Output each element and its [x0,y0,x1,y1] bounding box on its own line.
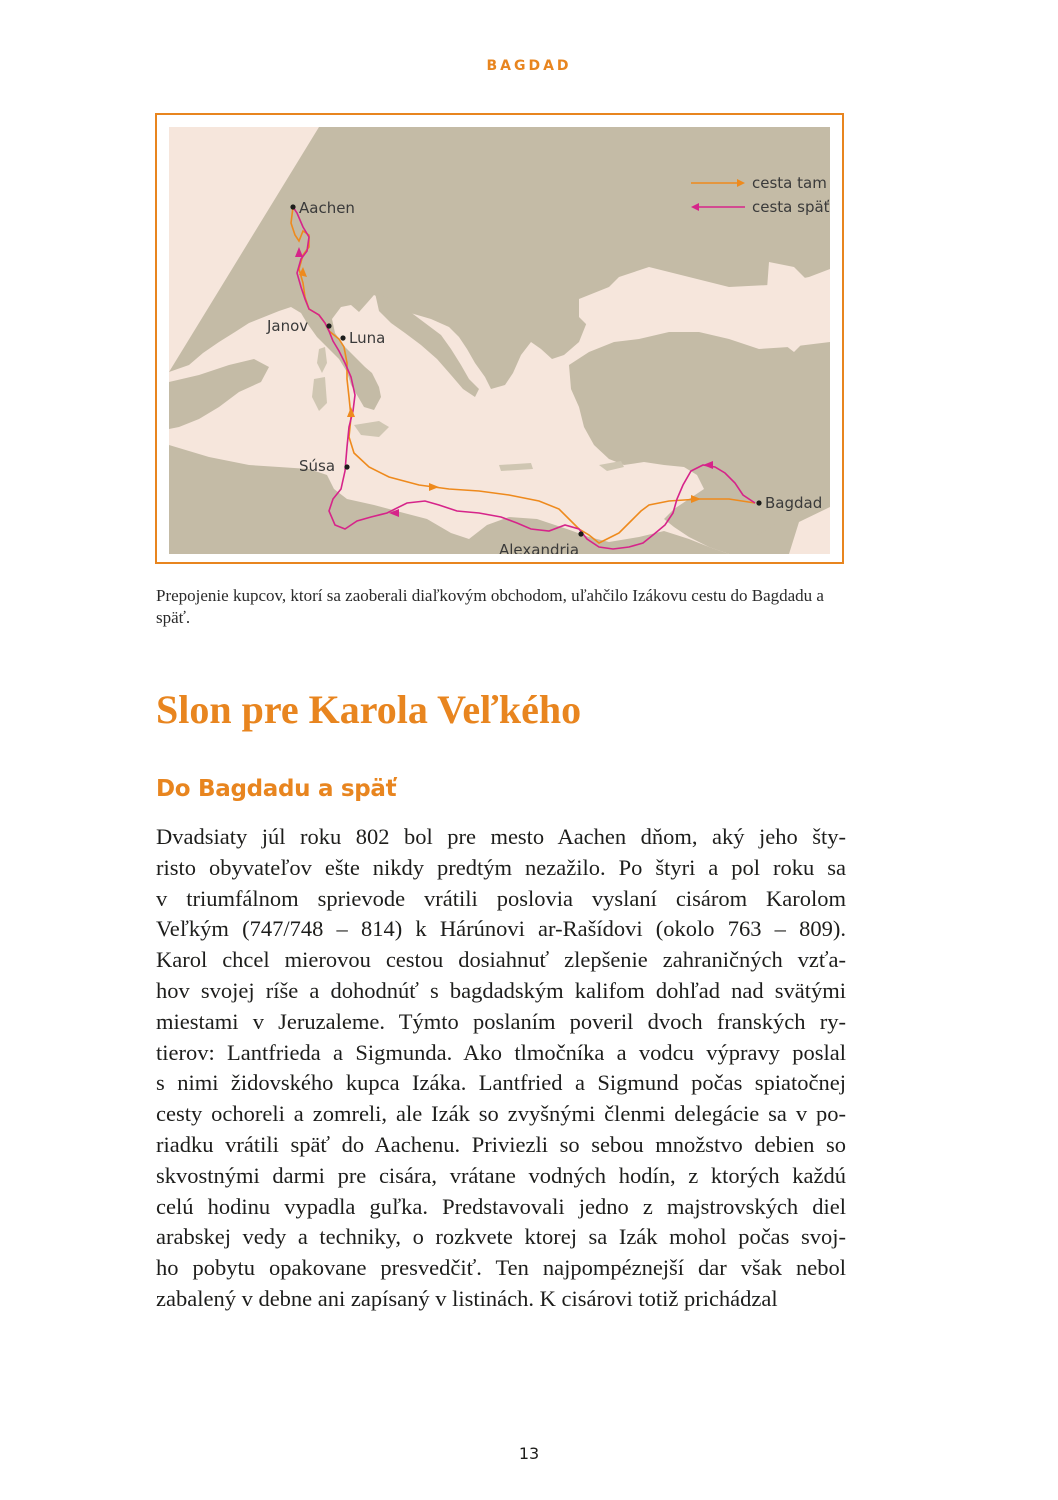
city-dot-susa [344,464,349,469]
body-line: s nimi židovského kupca Izáka. Lantfried a Sigmund počas spiatočnej [156,1070,846,1096]
city-label-janov: Janov [267,317,309,335]
city-dot-janov [326,323,331,328]
body-line: arabskej vedy a techniky, o rozkvete ktorej sa Izák mohol počas svoj- [156,1224,846,1250]
legend-outbound-label: cesta tam [752,174,827,192]
city-dot-bagdad [756,500,761,505]
body-line: v triumfálnom sprievode vrátili poslovia vyslaní cisárom Karolom [156,885,846,911]
chapter-title: Slon pre Karola Veľkého [156,687,582,732]
city-label-luna: Luna [349,329,386,347]
city-label-aachen: Aachen [299,199,355,217]
city-label-alexandria: Alexandria [499,541,580,554]
body-text [156,822,846,1315]
city-label-susa: Súsa [299,457,336,475]
city-dot-alexandria [578,531,583,536]
body-line: risto obyvateľov ešte nikdy predtým nezažilo. Po štyri a pol roku sa [156,854,846,880]
body-line: tierov: Lantfrieda a Sigmunda. Ako tlmočníka a vodcu výpravy poslal [156,1039,846,1065]
map-caption: Prepojenie kupcov, ktorí sa zaoberali diaľkovým obchodom, uľahčilo Izákovu cestu do Bagdadu a späť. [156,586,824,627]
body-line: ho pobytu opakovane presvedčiť. Ten najpompéznejší dar však nebol [156,1255,846,1281]
body-line: riadku vrátili späť do Aachenu. Priviezli so sebou množstvo debien so [156,1131,846,1157]
running-head: BAGDAD [486,58,572,74]
legend-return-label: cesta späť [752,198,830,216]
body-line: Veľkým (747/748 – 814) k Hárúnovi ar-Rašídovi (okolo 763 – 809). [156,916,846,942]
page-number: 13 [518,1444,540,1463]
city-dot-luna [340,335,345,340]
body-line: Dvadsiaty júl roku 802 bol pre mesto Aachen dňom, aký jeho šty- [156,824,846,849]
body-line: cesty ochoreli a zomreli, ale Izák so zvyšnými členmi delegácie sa v po- [156,1101,846,1127]
body-line: miestami v Jeruzaleme. Týmto poslaním poveril dvoch franských ry- [156,1008,846,1034]
body-line: celú hodinu vypadla guľka. Predstavovali jedno z majstrovských diel [156,1193,846,1219]
route-map-canvas [169,127,830,554]
body-line: zabalený v debne ani zapísaný v listinách. K cisárovi totiž prichádzal [156,1285,778,1311]
city-dot-aachen [290,204,295,209]
body-line: hov svojej ríše a dohodnúť s bagdadským kalifom dohľad nad svätými [156,977,846,1003]
section-title: Do Bagdadu a späť [156,776,397,802]
route-map [155,113,844,564]
body-line: Karol chcel mierovou cestou dosiahnuť zlepšenie zahraničných vzťa- [156,947,846,973]
body-line: skvostnými darmi pre cisára, vrátane vodných hodín, z ktorých každú [156,1162,846,1188]
city-label-bagdad: Bagdad [765,494,823,512]
